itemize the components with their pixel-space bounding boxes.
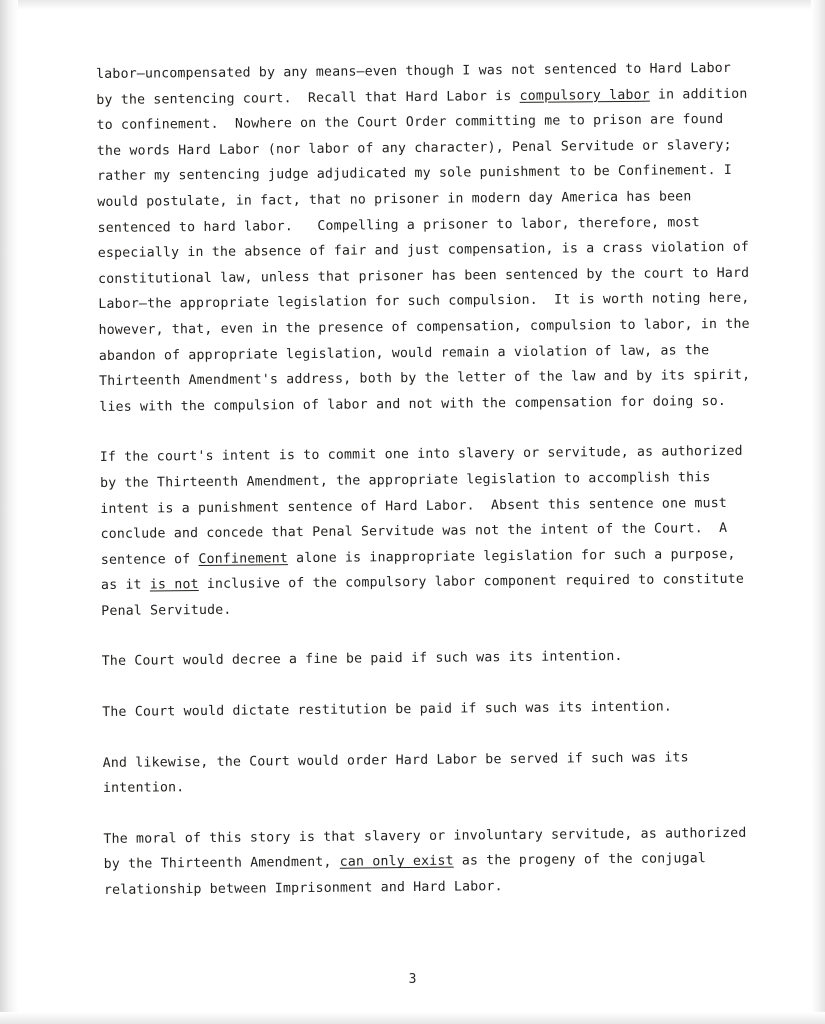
- text-run: in addition to confinement. Nowhere on the Court Order committing me to prison are found the words Hard Labor (nor labor of any character), Penal Servitude or slavery; rather my sentencing judge adjudicated my sole punishment to be Confinement. I would postulate, in fact, that no prisoner in modern day America has been sentenced to hard labor. Compelling a prisoner to labor, therefore, most especially in the absence of fair and just compensation, is a crass violation of constitutional law, unless that prisoner has been sentenced by the court to Hard Labor—the appropriate legislation for such compulsion. It is worth noting here, however, that, even in the presence of compensation, compulsion to labor, in the abandon of appropriate legislation, would remain a violation of law, as the Thirteenth Amendment's address, both by the letter of the law and by its spirit, lies with the compulsion of labor and not with the compensation for doing so.: [96, 86, 759, 415]
- underlined-text: Confinement: [198, 550, 289, 567]
- text-run: If the court's intent is to commit one into slavery or servitude, as authorized by the Thirteenth Amendment, the appropriate legislation to accomplish this intent is a punishment sentence of Hard Labor. Absent this sentence one must conclude and concede that Penal Servitude was not the intent of the Court. A sentence of: [99, 444, 752, 568]
- paragraph: [103, 744, 758, 801]
- text-run: And likewise, the Court would order Hard Labor be served if such was its intention.: [102, 749, 697, 797]
- paragraph: [100, 439, 757, 624]
- document-body: [96, 56, 759, 929]
- underlined-text: can only exist: [339, 854, 454, 871]
- page-number: 3: [408, 972, 417, 987]
- paragraph: [102, 694, 757, 726]
- text-run: The Court would dictate restitution be paid if such was its intention.: [102, 699, 673, 721]
- paragraph: [96, 56, 759, 421]
- scan-edge-right: [811, 0, 825, 1024]
- text-run: The moral of this story is that slavery or involuntary servitude, as authorized by the Thirteenth Amendment,: [103, 825, 755, 873]
- text-run: inclusive of the compulsory labor component required to constitute Penal Servitude.: [101, 572, 753, 619]
- scan-edge-bottom: [0, 1012, 825, 1024]
- text-run: labor—uncompensated by any means—even though I was not sentenced to Hard Labor by the sentencing court. Recall that Hard Labor is: [96, 60, 740, 108]
- scan-edge-top: [0, 0, 825, 10]
- text-run: alone is inappropriate legislation for such a purpose, as it: [100, 546, 744, 594]
- text-run: as the progeny of the conjugal relationship between Imprisonment and Hard Labor.: [103, 851, 715, 898]
- underlined-text: compulsory labor: [519, 87, 650, 104]
- paragraph: [102, 643, 757, 675]
- paragraph: [103, 821, 759, 904]
- underlined-text: is not: [149, 577, 199, 593]
- scan-edge-left: [0, 0, 18, 1024]
- text-run: The Court would decree a fine be paid if such was its intention.: [101, 649, 623, 670]
